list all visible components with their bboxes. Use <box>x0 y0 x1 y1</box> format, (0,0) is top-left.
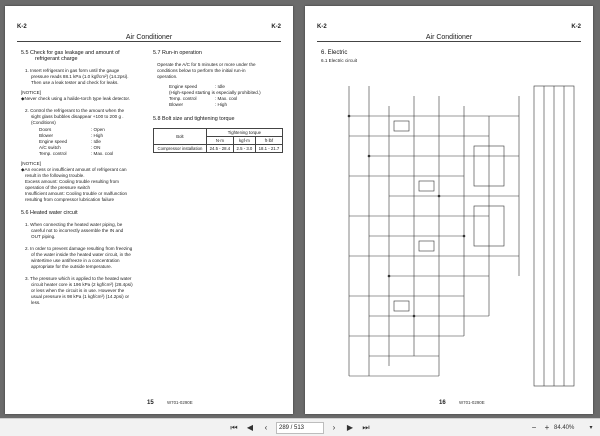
torque-unit: kgf·m <box>233 137 255 145</box>
cond-val: : Open <box>91 127 105 132</box>
page-header <box>317 16 581 42</box>
doc-code: W701-0290E <box>167 400 193 405</box>
s56-line: appropriate for the outside temperature. <box>31 264 112 269</box>
previous-page-icon[interactable]: ◀ <box>246 423 254 432</box>
section-5-7-title: 5.7 Run-in operation <box>153 50 202 56</box>
s56-line: 1. When connecting the heated water piping, be <box>25 222 123 227</box>
torque-header: Tightening torque <box>206 129 282 137</box>
torque-value: 2.5 - 3.0 <box>233 145 255 153</box>
header-code-right: K-2 <box>271 24 281 30</box>
header-code-right: K-2 <box>571 24 581 30</box>
page-number-input[interactable]: 289 / 513 <box>276 422 324 434</box>
chevron-down-icon[interactable]: ▾ <box>589 425 593 431</box>
notice2-line: operation of the pressure switch <box>25 185 91 190</box>
s57-line: operation. <box>157 74 178 79</box>
run-val: : High <box>215 102 228 107</box>
doc-code: W701-0290E <box>459 400 485 405</box>
page-number: 16 <box>439 400 446 406</box>
header-code-left: K-2 <box>17 24 27 30</box>
torque-bolt-header: Bolt <box>154 129 207 145</box>
cond-val: : ON <box>91 145 101 150</box>
notice2-line: resulting from compressor lubrication failure <box>25 197 115 202</box>
s57-line: Operate the A/C for 5 minutes or more under the <box>157 62 256 67</box>
notice2-line: Excess amount: Cooling trouble resulting from <box>25 179 119 184</box>
cond-key: A/C switch <box>39 145 61 150</box>
document-page-15 <box>5 6 293 414</box>
s56-line: OUT piping. <box>31 234 56 239</box>
section-5-8-title: 5.8 Bolt size and tightening torque <box>153 116 235 122</box>
cond-key: Temp. control <box>39 151 67 156</box>
forward-icon[interactable]: › <box>332 423 336 432</box>
header-title: Air Conditioner <box>125 34 173 41</box>
s56-line: less. <box>31 300 41 305</box>
notice2-line: Insufficient amount: Cooling trouble or malfunction <box>25 191 128 196</box>
run-key: Engine speed <box>169 84 198 89</box>
torque-table <box>153 128 283 153</box>
page-header <box>17 16 281 42</box>
next-page-icon[interactable]: ▶ <box>346 423 354 432</box>
zoom-in-icon[interactable]: + <box>544 423 550 432</box>
notice-label-1: [NOTICE] <box>21 90 41 95</box>
viewer-toolbar <box>0 418 600 436</box>
header-code-left: K-2 <box>317 24 327 30</box>
zoom-out-icon[interactable]: − <box>531 423 537 432</box>
cond-val: : Max. cool <box>91 151 114 156</box>
notice2-line: result in the following trouble. <box>25 173 85 178</box>
s55-item1c: Then use a leak tester and check for leaks. <box>31 80 119 85</box>
s56-line: usual pressure is 98 kPa (1 kgf/cm²) (14.2psi) or <box>31 294 130 299</box>
s56-line: circuit heater core is 196 kPa (2 kgf/cm²) (28.4psi) <box>31 282 133 287</box>
s55-item1b: pressure reads 88.1 kPa (1.0 kgf/cm²) (14.2psi). <box>31 74 129 79</box>
s56-line: wintertime use antifreeze in a concentration <box>31 258 120 263</box>
document-page-16 <box>305 6 593 414</box>
cond-val: : High <box>91 133 104 138</box>
torque-value: 24.5 - 28.4 <box>206 145 233 153</box>
s56-line: or less when the circuit is in use. However the <box>31 288 125 293</box>
conditions-label: (Conditions) <box>31 120 56 125</box>
zoom-level[interactable]: 84.40% <box>554 425 575 431</box>
notice-text-1: ◆Never check using a halide-torch type leak detector. <box>21 96 130 101</box>
last-page-icon[interactable]: ⏭ <box>362 423 370 432</box>
s56-line: of the water inside the heated water circuit, in the <box>31 252 131 257</box>
s56-line: 3. The pressure which is applied to the heated water <box>25 276 132 281</box>
run-note: (High-speed starting is especially prohibited.) <box>169 90 261 95</box>
s56-line: 2. In order to prevent damage resulting from freezing <box>25 246 133 251</box>
first-page-icon[interactable]: ⏮ <box>230 423 238 432</box>
header-title: Air Conditioner <box>425 34 473 41</box>
back-icon[interactable]: ‹ <box>264 423 268 432</box>
section-5-5-title: 5.5 Check for gas leakage and amount of <box>21 50 120 56</box>
s55-item2b: sight glass bubbles disappear +100 to 200 g . <box>31 114 124 119</box>
section-5-6-title: 5.6 Heated water circuit <box>21 210 78 216</box>
torque-unit: N·m <box>206 137 233 145</box>
cond-key: Doors <box>39 127 52 132</box>
cond-val: : Idle <box>91 139 101 144</box>
section-5-5-title-cont: refrigerant charge <box>35 56 78 62</box>
s55-item2: 2. Control the refrigerant to the amount when the <box>25 108 125 113</box>
notice-label-2: [NOTICE] <box>21 161 41 166</box>
s55-item1: 1. Insert refrigerant in gas form until the gauge <box>25 68 120 73</box>
torque-value: 18.1 - 21.7 <box>255 145 282 153</box>
torque-unit: ft·lbf <box>255 137 282 145</box>
run-key: Temp. control <box>169 96 197 101</box>
s56-line: careful not to incorrectly assemble the IN and <box>31 228 124 233</box>
s57-line: conditions below to perform the initial run-in <box>157 68 246 73</box>
cond-key: Engine speed <box>39 139 68 144</box>
run-val: : Idle <box>215 84 225 89</box>
section-6-title: 6. Electric <box>321 50 348 56</box>
electric-circuit-diagram <box>319 76 579 394</box>
page-number: 15 <box>147 400 154 406</box>
notice2-line: ◆An excess or insufficient amount of refrigerant can <box>21 167 127 172</box>
run-val: : Max. cool <box>215 96 238 101</box>
torque-row-label: Compressor installation <box>154 145 207 153</box>
cond-key: Blower <box>39 133 54 138</box>
run-key: Blower <box>169 102 184 107</box>
section-6-1-title: 6.1 Electric circuit <box>321 58 357 63</box>
